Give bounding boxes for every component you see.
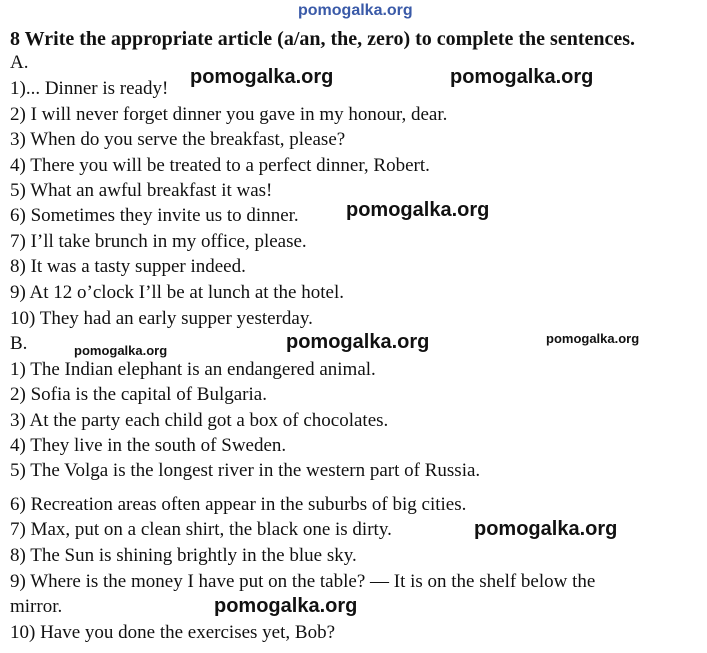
watermark: pomogalka.org	[450, 66, 594, 88]
section-b-item-3: 3) At the party each child got a box of chocolates.	[10, 410, 389, 431]
watermark: pomogalka.org	[546, 331, 640, 346]
exercise-heading: 8 Write the appropriate article (a/an, the, zero) to complete the sentences.	[10, 28, 636, 50]
section-a-label: A.	[10, 52, 29, 73]
section-b-item-6: 6) Recreation areas often appear in the suburbs of big cities.	[10, 494, 467, 515]
section-b-item-9-continued: mirror.	[10, 596, 63, 617]
watermark: pomogalka.org	[286, 331, 430, 353]
section-a-item-1: 1)... Dinner is ready!	[10, 78, 169, 99]
section-a-item-8: 8) It was a tasty supper indeed.	[10, 256, 246, 277]
section-a-item-5: 5) What an awful breakfast it was!	[10, 180, 273, 201]
section-a-item-3: 3) When do you serve the breakfast, please?	[10, 129, 346, 150]
section-b-item-5: 5) The Volga is the longest river in the western part of Russia.	[10, 460, 481, 481]
section-a-item-10: 10) They had an early supper yesterday.	[10, 308, 313, 329]
section-b-item-8: 8) The Sun is shining brightly in the blue sky.	[10, 545, 357, 566]
section-b-item-10: 10) Have you done the exercises yet, Bob?	[10, 622, 336, 643]
section-b-item-4: 4) They live in the south of Sweden.	[10, 435, 287, 456]
section-a-item-7: 7) I’ll take brunch in my office, please.	[10, 231, 307, 252]
watermark-top: pomogalka.org	[298, 2, 413, 19]
section-b-label: B.	[10, 333, 28, 354]
section-b-item-1: 1) The Indian elephant is an endangered animal.	[10, 359, 376, 380]
watermark: pomogalka.org	[74, 343, 168, 358]
watermark: pomogalka.org	[346, 199, 490, 221]
watermark: pomogalka.org	[474, 518, 618, 540]
section-a-item-6: 6) Sometimes they invite us to dinner.	[10, 205, 299, 226]
watermark: pomogalka.org	[214, 595, 358, 617]
watermark: pomogalka.org	[190, 66, 334, 88]
section-a-item-4: 4) There you will be treated to a perfect dinner, Robert.	[10, 155, 430, 176]
section-a-item-2: 2) I will never forget dinner you gave in my honour, dear.	[10, 104, 448, 125]
section-b-item-2: 2) Sofia is the capital of Bulgaria.	[10, 384, 267, 405]
section-b-item-7: 7) Max, put on a clean shirt, the black one is dirty.	[10, 519, 392, 540]
section-b-item-9: 9) Where is the money I have put on the table? — It is on the shelf below the	[10, 571, 596, 592]
section-a-item-9: 9) At 12 o’clock I’ll be at lunch at the hotel.	[10, 282, 344, 303]
